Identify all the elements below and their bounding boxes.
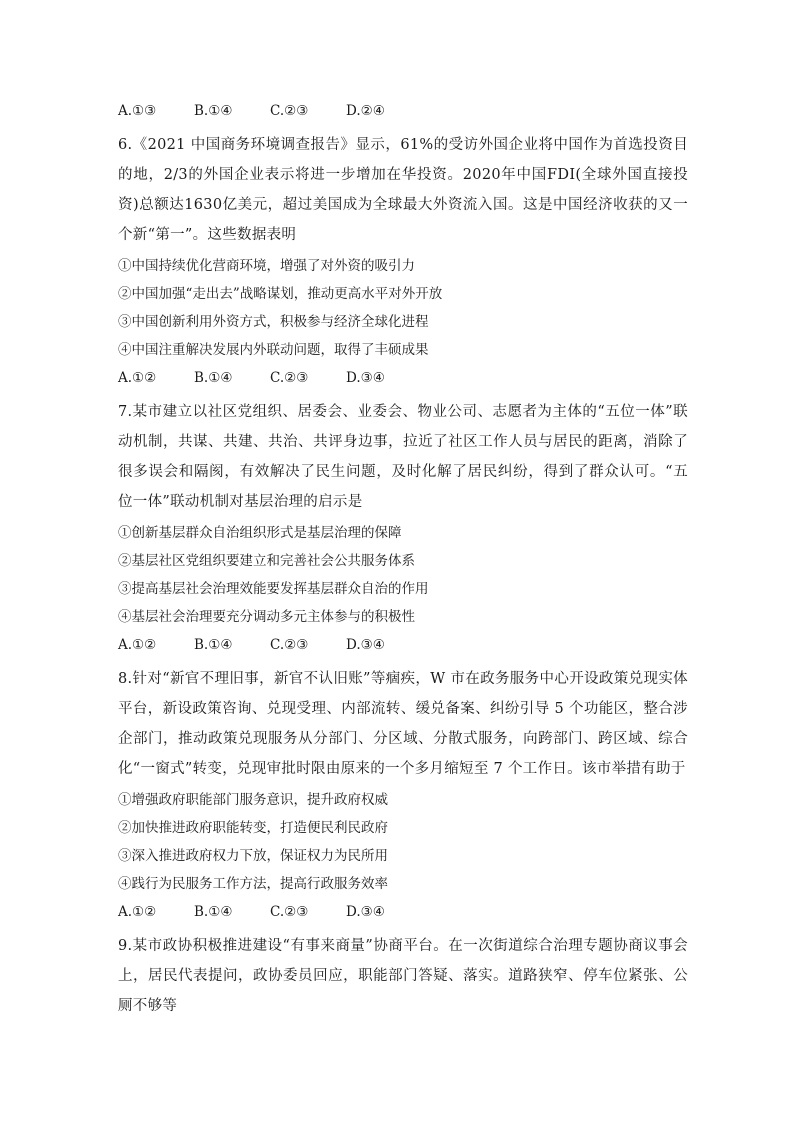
q7-statement-3: ③提高基层社会治理效能要发挥基层群众自治的作用 — [118, 581, 429, 597]
q6-option-a[interactable]: A.①② — [118, 370, 157, 386]
q6-statement-4: ④中国注重解决发展内外联动问题，取得了丰硕成果 — [118, 342, 429, 358]
q7-options — [118, 634, 688, 656]
q8-option-c[interactable]: C.②③ — [270, 904, 309, 920]
q9-stem: 9.某市政协积极推进建设“有事来商量”协商平台。在一次街道综合治理专题协商议事会上，居民代表提问，政协委员回应，职能部门答疑、落实。道路狭窄、停车位紧张、公厕不够等 — [118, 938, 688, 1014]
q8-stem: 8.针对“新官不理旧事，新官不认旧账”等痼疾，W 市在政务服务中心开设政策兑现实体平台，新设政策咨询、兑现受理、内部流转、缓兑备案、纠纷引导 5 个功能区，整合涉企部门，推动政策兑现服务从分部门、分区域、分散式服务，向跨部门、跨区域、综合化“一窗式”转变，兑现审批时限由原来的一个多月缩短至 7 个工作日。该市举措有助于 — [118, 671, 688, 777]
q7-option-c[interactable]: C.②③ — [270, 637, 309, 653]
question-7 — [118, 397, 688, 656]
q7-option-b[interactable]: B.①④ — [194, 637, 233, 653]
q6-stem: 6.《2021 中国商务环境调查报告》显示，61%的受访外国企业将中国作为首选投资目的地，2/3的外国企业表示将进一步增加在华投资。2020年中国FDI(全球外国直接投资)总额达1630亿美元，超过美国成为全球最大外资流入国。这是中国经济收获的又一个新“第一”。这些数据表明 — [118, 137, 688, 243]
question-9 — [118, 931, 688, 1021]
question-6 — [118, 130, 688, 389]
q6-option-b[interactable]: B.①④ — [194, 370, 233, 386]
q7-option-d[interactable]: D.③④ — [346, 637, 385, 653]
q6-option-c[interactable]: C.②③ — [270, 370, 309, 386]
q6-statement-1: ①中国持续优化营商环境，增强了对外资的吸引力 — [118, 258, 415, 274]
q7-stem: 7.某市建立以社区党组织、居委会、业委会、物业公司、志愿者为主体的“五位一体”联动机制，共谋、共建、共治、共评身边事，拉近了社区工作人员与居民的距离，消除了很多误会和隔阂，有效解决了民生问题，及时化解了居民纠纷，得到了群众认可。“五位一体”联动机制对基层治理的启示是 — [118, 404, 688, 510]
q5-options — [118, 100, 688, 122]
q8-option-a[interactable]: A.①② — [118, 904, 157, 920]
q8-options — [118, 901, 688, 923]
q8-statement-2: ②加快推进政府职能转变，打造便民利民政府 — [118, 820, 388, 836]
q6-statement-2: ②中国加强“走出去”战略谋划，推动更高水平对外开放 — [118, 286, 443, 302]
q5-option-c[interactable]: C.②③ — [270, 103, 309, 119]
q7-statement-1: ①创新基层群众自治组织形式是基层治理的保障 — [118, 525, 402, 541]
q6-options — [118, 367, 688, 389]
q7-statement-2: ②基层社区党组织要建立和完善社会公共服务体系 — [118, 553, 415, 569]
q8-statement-4: ④践行为民服务工作方法，提高行政服务效率 — [118, 876, 388, 892]
q6-statement-3: ③中国创新利用外资方式，积极参与经济全球化进程 — [118, 314, 429, 330]
q7-option-a[interactable]: A.①② — [118, 637, 157, 653]
q7-statement-4: ④基层社会治理要充分调动多元主体参与的积极性 — [118, 609, 415, 625]
q5-option-b[interactable]: B.①④ — [194, 103, 233, 119]
q5-option-a[interactable]: A.①③ — [118, 103, 157, 119]
exam-page — [118, 96, 688, 1021]
q8-statement-3: ③深入推进政府权力下放，保证权力为民所用 — [118, 848, 388, 864]
q8-option-b[interactable]: B.①④ — [194, 904, 233, 920]
q8-option-d[interactable]: D.③④ — [346, 904, 385, 920]
q6-option-d[interactable]: D.③④ — [346, 370, 385, 386]
q8-statement-1: ①增强政府职能部门服务意识，提升政府权威 — [118, 792, 388, 808]
q5-option-d[interactable]: D.②④ — [346, 103, 385, 119]
question-8 — [118, 664, 688, 923]
